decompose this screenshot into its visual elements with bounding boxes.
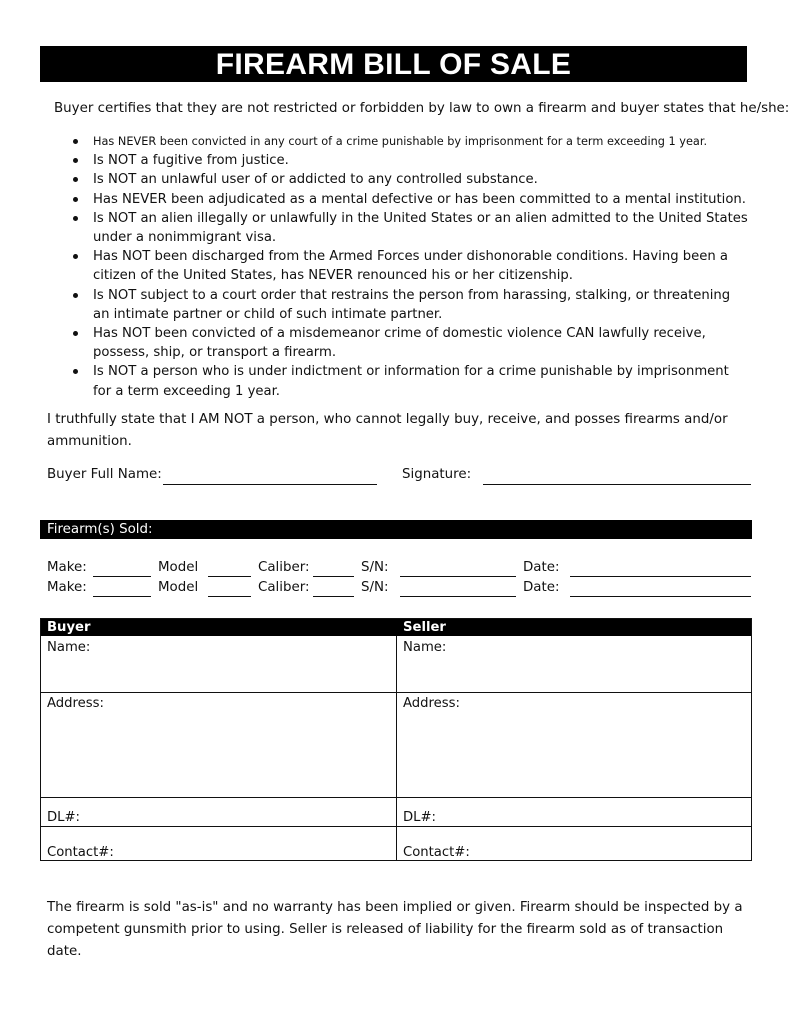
document-title: FIREARM BILL OF SALE xyxy=(40,46,747,82)
model-field[interactable] xyxy=(208,596,251,597)
buyer-column-header: Buyer xyxy=(47,620,91,635)
row-divider xyxy=(41,692,751,693)
firearms-section-header: Firearm(s) Sold: xyxy=(40,520,752,539)
date-label: Date: xyxy=(523,560,560,575)
parties-table-header xyxy=(41,619,751,636)
make-label: Make: xyxy=(47,580,87,595)
seller-name-field[interactable]: Name: xyxy=(403,640,447,655)
certification-item: Is NOT subject to a court order that restrains the person from harassing, stalking, or threatening an intimate partner or child of such intimate partner. xyxy=(93,286,748,324)
seller-dl-field[interactable]: DL#: xyxy=(403,810,436,825)
firearm-row xyxy=(0,560,791,580)
sn-label: S/N: xyxy=(361,580,389,595)
buyer-contact-field[interactable]: Contact#: xyxy=(47,845,114,860)
buyer-address-field[interactable]: Address: xyxy=(47,696,104,711)
model-field[interactable] xyxy=(208,576,251,577)
row-divider xyxy=(41,826,751,827)
truthful-statement: I truthfully state that I AM NOT a person, who cannot legally buy, receive, and posses firearms and/or ammunition. xyxy=(47,412,728,449)
caliber-label: Caliber: xyxy=(258,560,310,575)
parties-table xyxy=(40,618,752,861)
model-label: Model xyxy=(158,560,199,575)
caliber-field[interactable] xyxy=(313,576,354,577)
certification-item: Is NOT an alien illegally or unlawfully in the United States or an alien admitted to the United States under a nonimmigrant visa. xyxy=(93,209,748,247)
date-label: Date: xyxy=(523,580,560,595)
caliber-field[interactable] xyxy=(313,596,354,597)
intro-text: Buyer certifies that they are not restricted or forbidden by law to own a firearm and buyer states that he/she: xyxy=(54,101,790,116)
certification-item: Has NOT been discharged from the Armed Forces under dishonorable conditions. Having been a citizen of the United States, has NEVER renounced his or her citizenship. xyxy=(93,247,748,285)
buyer-dl-field[interactable]: DL#: xyxy=(47,810,80,825)
signature-label: Signature: xyxy=(402,467,472,482)
seller-contact-field[interactable]: Contact#: xyxy=(403,845,470,860)
certification-list xyxy=(93,132,748,401)
sn-field[interactable] xyxy=(400,596,516,597)
certification-item: Has NOT been convicted of a misdemeanor crime of domestic violence CAN lawfully receive, possess, ship, or transport a firearm. xyxy=(93,324,748,362)
date-field[interactable] xyxy=(570,576,751,577)
signature-field[interactable] xyxy=(483,484,751,485)
certification-item: Is NOT a person who is under indictment or information for a crime punishable by imprisonment for a term exceeding 1 year. xyxy=(93,362,748,400)
caliber-label: Caliber: xyxy=(258,580,310,595)
seller-address-field[interactable]: Address: xyxy=(403,696,460,711)
buyer-full-name-label: Buyer Full Name: xyxy=(47,467,162,482)
buyer-name-field[interactable]: Name: xyxy=(47,640,91,655)
buyer-full-name-field[interactable] xyxy=(163,484,377,485)
certification-item: Has NEVER been convicted in any court of a crime punishable by imprisonment for a term exceeding 1 year. xyxy=(93,132,748,151)
certification-item: Is NOT an unlawful user of or addicted to any controlled substance. xyxy=(93,170,748,189)
make-label: Make: xyxy=(47,560,87,575)
row-divider xyxy=(41,797,751,798)
seller-column-header: Seller xyxy=(403,620,446,635)
model-label: Model xyxy=(158,580,199,595)
as-is-disclaimer: The firearm is sold "as-is" and no warranty has been implied or given. Firearm should be inspected by a competent gunsmith prior to using. Seller is released of liability for the firearm sold as of transaction date. xyxy=(47,900,743,959)
certification-item: Is NOT a fugitive from justice. xyxy=(93,151,748,170)
sn-label: S/N: xyxy=(361,560,389,575)
certification-item: Has NEVER been adjudicated as a mental defective or has been committed to a mental institution. xyxy=(93,190,748,209)
make-field[interactable] xyxy=(93,596,151,597)
date-field[interactable] xyxy=(570,596,751,597)
sn-field[interactable] xyxy=(400,576,516,577)
make-field[interactable] xyxy=(93,576,151,577)
firearm-row xyxy=(0,580,791,600)
